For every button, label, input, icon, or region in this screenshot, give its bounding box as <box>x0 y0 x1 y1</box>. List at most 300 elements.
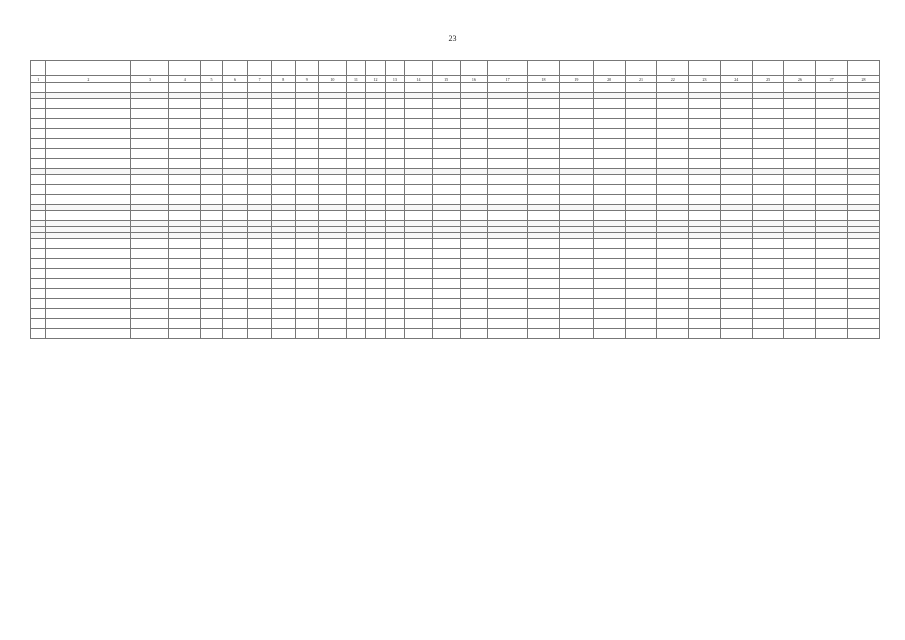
table-cell <box>848 259 880 269</box>
table-cell <box>625 185 657 195</box>
table-row <box>31 279 880 289</box>
table-cell <box>385 309 404 319</box>
column-number-cell: 4 <box>169 76 201 83</box>
table-cell <box>488 195 528 205</box>
table-cell <box>848 109 880 119</box>
table-cell <box>752 269 784 279</box>
table-cell <box>405 185 433 195</box>
table-cell <box>752 119 784 129</box>
table-cell <box>720 319 752 329</box>
table-cell <box>593 239 625 249</box>
table-cell <box>784 259 816 269</box>
table-cell <box>460 269 488 279</box>
table-cell <box>752 259 784 269</box>
table-cell <box>385 299 404 309</box>
table-cell <box>752 279 784 289</box>
table-cell <box>657 279 689 289</box>
table-row <box>31 139 880 149</box>
table-cell <box>131 279 169 289</box>
table-cell <box>31 195 46 205</box>
table-cell <box>720 159 752 169</box>
table-cell <box>405 239 433 249</box>
table-cell <box>46 159 131 169</box>
table-cell <box>46 119 131 129</box>
table-cell <box>319 109 347 119</box>
table-cell <box>385 109 404 119</box>
table-cell <box>131 119 169 129</box>
table-cell <box>784 109 816 119</box>
column-number-cell: 2 <box>46 76 131 83</box>
table-cell <box>131 99 169 109</box>
table-row <box>31 211 880 221</box>
table-cell <box>460 249 488 259</box>
column-number-cell: 1 <box>31 76 46 83</box>
table-cell <box>816 279 848 289</box>
table-cell <box>784 319 816 329</box>
column-number-cell: 5 <box>201 76 223 83</box>
table-cell <box>593 175 625 185</box>
table-cell <box>271 269 295 279</box>
table-cell <box>366 185 385 195</box>
table-cell <box>169 309 201 319</box>
table-cell <box>528 139 560 149</box>
table-cell <box>816 119 848 129</box>
table-cell <box>593 129 625 139</box>
table-cell <box>366 329 385 339</box>
table-cell <box>488 259 528 269</box>
table-cell <box>222 319 248 329</box>
table-cell <box>366 269 385 279</box>
table-cell <box>848 239 880 249</box>
table-cell <box>848 159 880 169</box>
table-cell <box>201 299 223 309</box>
table-cell <box>405 129 433 139</box>
table-cell <box>248 109 272 119</box>
table-cell <box>385 269 404 279</box>
table-cell <box>848 289 880 299</box>
table-cell <box>625 119 657 129</box>
table-cell <box>752 211 784 221</box>
table-cell <box>248 185 272 195</box>
table-cell <box>784 299 816 309</box>
table-cell <box>460 329 488 339</box>
table-cell <box>222 185 248 195</box>
table-cell <box>169 139 201 149</box>
table-cell <box>295 279 319 289</box>
table-cell <box>752 149 784 159</box>
table-cell <box>625 109 657 119</box>
table-cell <box>528 149 560 159</box>
table-cell <box>201 109 223 119</box>
header-cell <box>366 61 385 76</box>
table-cell <box>366 309 385 319</box>
table-cell <box>248 259 272 269</box>
table-cell <box>528 99 560 109</box>
table-cell <box>405 249 433 259</box>
table-cell <box>405 299 433 309</box>
table-cell <box>784 239 816 249</box>
data-table <box>30 60 880 339</box>
table-cell <box>488 119 528 129</box>
table-cell <box>559 109 593 119</box>
table-cell <box>222 279 248 289</box>
table-cell <box>784 129 816 139</box>
table-cell <box>593 299 625 309</box>
table-cell <box>593 99 625 109</box>
table-cell <box>271 175 295 185</box>
table-cell <box>31 109 46 119</box>
table-cell <box>720 239 752 249</box>
table-cell <box>752 99 784 109</box>
table-cell <box>248 195 272 205</box>
table-cell <box>46 109 131 119</box>
table-cell <box>816 259 848 269</box>
table-cell <box>366 109 385 119</box>
table-cell <box>816 211 848 221</box>
table-cell <box>460 175 488 185</box>
table-cell <box>460 129 488 139</box>
table-cell <box>46 99 131 109</box>
table-cell <box>222 309 248 319</box>
table-cell <box>131 249 169 259</box>
table-cell <box>720 149 752 159</box>
table-cell <box>346 83 365 93</box>
table-cell <box>271 149 295 159</box>
table-cell <box>295 109 319 119</box>
table-cell <box>559 185 593 195</box>
table-cell <box>784 99 816 109</box>
table-cell <box>432 259 460 269</box>
table-cell <box>385 175 404 185</box>
table-cell <box>593 309 625 319</box>
table-cell <box>271 249 295 259</box>
table-cell <box>432 269 460 279</box>
column-number-cell: 18 <box>528 76 560 83</box>
table-cell <box>559 129 593 139</box>
column-number-cell: 13 <box>385 76 404 83</box>
table-cell <box>271 259 295 269</box>
table-cell <box>528 129 560 139</box>
table-cell <box>689 159 721 169</box>
table-cell <box>784 279 816 289</box>
table-cell <box>460 279 488 289</box>
table-cell <box>752 129 784 139</box>
table-cell <box>460 299 488 309</box>
table-cell <box>405 329 433 339</box>
table-cell <box>319 299 347 309</box>
header-cell <box>625 61 657 76</box>
header-cell <box>405 61 433 76</box>
table-cell <box>346 249 365 259</box>
header-cell <box>689 61 721 76</box>
table-cell <box>816 83 848 93</box>
table-cell <box>346 239 365 249</box>
table-cell <box>528 319 560 329</box>
table-cell <box>46 239 131 249</box>
table-cell <box>752 249 784 259</box>
table-cell <box>432 309 460 319</box>
table-cell <box>248 309 272 319</box>
table-cell <box>593 269 625 279</box>
table-row <box>31 239 880 249</box>
table-cell <box>816 185 848 195</box>
table-cell <box>625 129 657 139</box>
table-cell <box>222 259 248 269</box>
table-cell <box>559 175 593 185</box>
table-cell <box>625 289 657 299</box>
table-cell <box>559 249 593 259</box>
table-cell <box>460 83 488 93</box>
table-cell <box>657 159 689 169</box>
table-cell <box>488 175 528 185</box>
column-number-row <box>31 76 880 83</box>
table-cell <box>319 319 347 329</box>
table-cell <box>784 139 816 149</box>
table-cell <box>31 329 46 339</box>
table-cell <box>657 185 689 195</box>
table-cell <box>528 299 560 309</box>
table-cell <box>405 309 433 319</box>
table-cell <box>720 289 752 299</box>
column-number-cell: 28 <box>848 76 880 83</box>
table-cell <box>488 185 528 195</box>
table-cell <box>385 249 404 259</box>
table-cell <box>295 329 319 339</box>
table-cell <box>31 83 46 93</box>
column-number-cell: 17 <box>488 76 528 83</box>
table-cell <box>248 149 272 159</box>
table-cell <box>784 119 816 129</box>
table-cell <box>593 83 625 93</box>
column-number-cell: 15 <box>432 76 460 83</box>
table-cell <box>657 299 689 309</box>
table-cell <box>460 99 488 109</box>
table-cell <box>488 159 528 169</box>
table-cell <box>385 195 404 205</box>
table-cell <box>131 129 169 139</box>
table-cell <box>559 83 593 93</box>
header-cell <box>752 61 784 76</box>
table-cell <box>222 175 248 185</box>
table-cell <box>752 319 784 329</box>
table-cell <box>248 239 272 249</box>
table-cell <box>752 159 784 169</box>
table-cell <box>657 175 689 185</box>
table-cell <box>657 195 689 205</box>
table-cell <box>385 329 404 339</box>
table-cell <box>432 239 460 249</box>
table-cell <box>559 269 593 279</box>
table-cell <box>201 83 223 93</box>
table-row <box>31 269 880 279</box>
table-row <box>31 175 880 185</box>
table-cell <box>46 175 131 185</box>
table-cell <box>432 329 460 339</box>
table-cell <box>528 279 560 289</box>
table-cell <box>46 299 131 309</box>
table-cell <box>784 195 816 205</box>
table-cell <box>271 129 295 139</box>
table-cell <box>488 83 528 93</box>
header-cell <box>848 61 880 76</box>
table-cell <box>346 109 365 119</box>
table-cell <box>559 211 593 221</box>
table-cell <box>346 195 365 205</box>
table-cell <box>131 195 169 205</box>
table-cell <box>201 309 223 319</box>
table-cell <box>689 319 721 329</box>
table-cell <box>46 249 131 259</box>
table-cell <box>222 239 248 249</box>
table-cell <box>848 319 880 329</box>
table-cell <box>689 309 721 319</box>
table-cell <box>488 279 528 289</box>
table-cell <box>131 309 169 319</box>
table-cell <box>248 129 272 139</box>
table-cell <box>784 249 816 259</box>
table-cell <box>366 319 385 329</box>
table-cell <box>405 149 433 159</box>
table-cell <box>248 83 272 93</box>
table-cell <box>689 175 721 185</box>
table-cell <box>405 119 433 129</box>
table-cell <box>201 259 223 269</box>
table-header <box>31 61 880 76</box>
table-row <box>31 309 880 319</box>
table-cell <box>689 279 721 289</box>
table-cell <box>46 309 131 319</box>
table-cell <box>528 259 560 269</box>
table-cell <box>31 129 46 139</box>
table-cell <box>657 289 689 299</box>
table-cell <box>752 195 784 205</box>
table-cell <box>559 299 593 309</box>
table-cell <box>720 119 752 129</box>
table-row <box>31 99 880 109</box>
table-cell <box>528 211 560 221</box>
header-cell <box>131 61 169 76</box>
column-number-cell: 26 <box>784 76 816 83</box>
table-cell <box>131 319 169 329</box>
table-cell <box>131 269 169 279</box>
column-number-cell: 25 <box>752 76 784 83</box>
table-cell <box>346 319 365 329</box>
table-cell <box>625 175 657 185</box>
table-cell <box>169 249 201 259</box>
table-cell <box>432 185 460 195</box>
table-row <box>31 149 880 159</box>
table-cell <box>31 139 46 149</box>
table-cell <box>131 139 169 149</box>
table-cell <box>625 279 657 289</box>
table-cell <box>559 329 593 339</box>
table-cell <box>319 159 347 169</box>
table-cell <box>131 329 169 339</box>
table-cell <box>31 159 46 169</box>
table-cell <box>488 329 528 339</box>
table-cell <box>848 185 880 195</box>
table-cell <box>816 99 848 109</box>
table-row <box>31 299 880 309</box>
table-cell <box>559 139 593 149</box>
table-cell <box>366 289 385 299</box>
table-cell <box>271 139 295 149</box>
table-cell <box>784 175 816 185</box>
table-cell <box>405 159 433 169</box>
table-cell <box>222 149 248 159</box>
table-cell <box>432 279 460 289</box>
table-cell <box>784 269 816 279</box>
table-cell <box>432 299 460 309</box>
table-cell <box>816 299 848 309</box>
table-cell <box>625 99 657 109</box>
table-cell <box>31 259 46 269</box>
table-row <box>31 119 880 129</box>
table-cell <box>593 329 625 339</box>
table-cell <box>131 175 169 185</box>
table-cell <box>689 83 721 93</box>
table-cell <box>488 299 528 309</box>
table-cell <box>319 195 347 205</box>
table-cell <box>657 319 689 329</box>
table-cell <box>319 175 347 185</box>
table-cell <box>432 289 460 299</box>
table-cell <box>848 309 880 319</box>
table-cell <box>385 99 404 109</box>
table-cell <box>460 319 488 329</box>
table-cell <box>689 299 721 309</box>
table-cell <box>488 289 528 299</box>
table-cell <box>46 195 131 205</box>
table-cell <box>295 159 319 169</box>
table-cell <box>816 195 848 205</box>
table-cell <box>625 299 657 309</box>
table-cell <box>201 279 223 289</box>
table-cell <box>405 195 433 205</box>
table-cell <box>625 319 657 329</box>
table-cell <box>784 211 816 221</box>
header-cell <box>720 61 752 76</box>
table-cell <box>295 269 319 279</box>
table-cell <box>460 289 488 299</box>
table-cell <box>625 249 657 259</box>
table-cell <box>385 239 404 249</box>
header-cell <box>528 61 560 76</box>
table-cell <box>689 211 721 221</box>
table-cell <box>271 279 295 289</box>
table-cell <box>319 259 347 269</box>
table-cell <box>528 289 560 299</box>
table-cell <box>405 83 433 93</box>
table-cell <box>366 211 385 221</box>
table-cell <box>720 83 752 93</box>
table-cell <box>720 195 752 205</box>
header-cell <box>816 61 848 76</box>
table-cell <box>319 139 347 149</box>
table-cell <box>657 249 689 259</box>
table-cell <box>689 119 721 129</box>
table-cell <box>169 185 201 195</box>
table-cell <box>784 185 816 195</box>
table-cell <box>625 83 657 93</box>
column-number-cell: 9 <box>295 76 319 83</box>
table-cell <box>201 329 223 339</box>
table-cell <box>271 99 295 109</box>
column-number-cell: 19 <box>559 76 593 83</box>
table-cell <box>31 239 46 249</box>
table-cell <box>169 259 201 269</box>
table-cell <box>201 239 223 249</box>
